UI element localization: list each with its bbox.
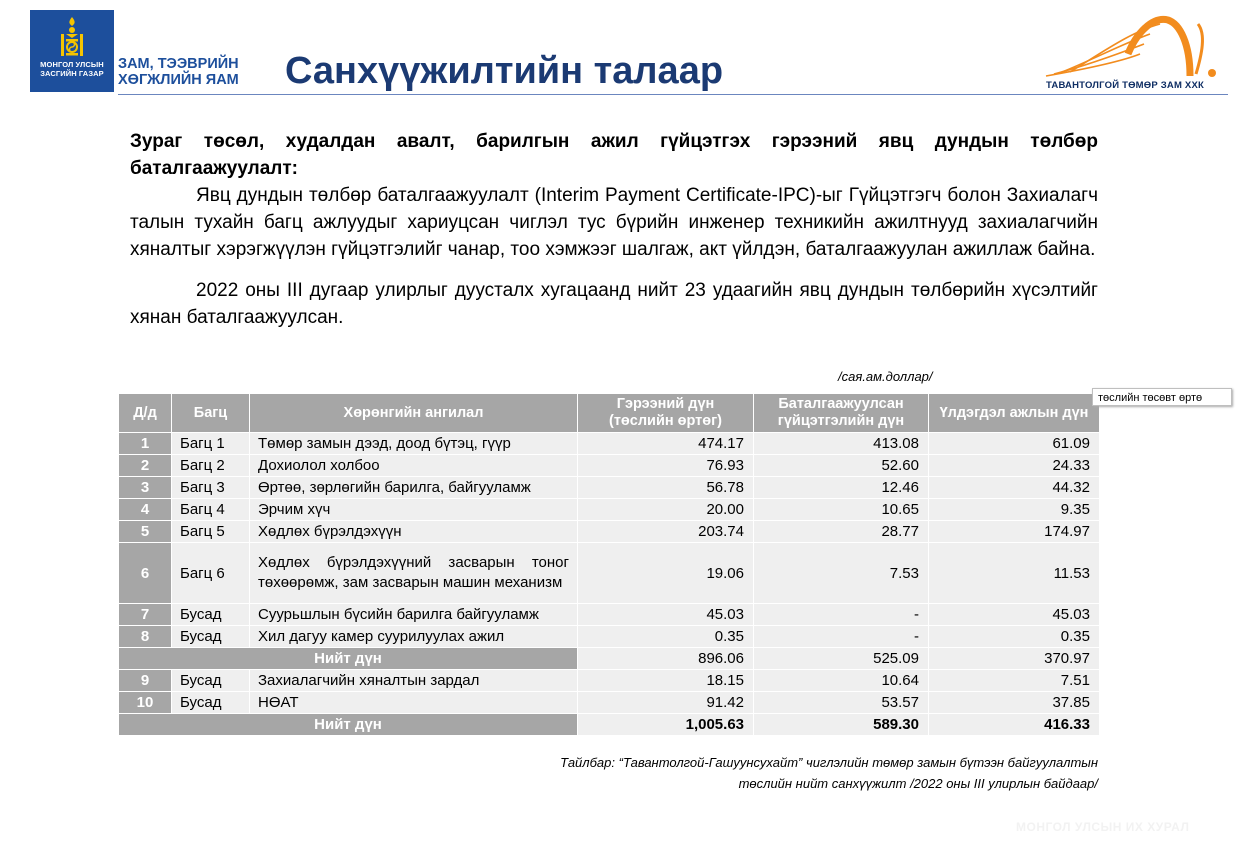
cell-contract: 474.17 (578, 433, 754, 455)
cell-category: Суурьшлын бүсийн барилга байгууламж (250, 604, 578, 626)
cell-package: Бусад (172, 670, 250, 692)
cell-certified: 10.64 (754, 670, 929, 692)
cell-no: 9 (119, 670, 172, 692)
footer-watermark: МОНГОЛ УЛСЫН ИХ ХУРАЛ (1016, 820, 1190, 834)
total-contract: 1,005.63 (578, 714, 754, 736)
table-row (119, 455, 1100, 477)
subtotal-remaining: 370.97 (929, 648, 1100, 670)
arch-railway-logo (1040, 14, 1226, 80)
cell-remaining: 24.33 (929, 455, 1100, 477)
cell-certified: 10.65 (754, 499, 929, 521)
cell-category: Эрчим хүч (250, 499, 578, 521)
cell-no: 8 (119, 626, 172, 648)
cell-certified: - (754, 626, 929, 648)
cell-package: Бусад (172, 626, 250, 648)
cell-contract: 19.06 (578, 543, 754, 604)
cell-contract: 20.00 (578, 499, 754, 521)
table-row (119, 521, 1100, 543)
cell-category: Хөдлөх бүрэлдэхүүн (250, 521, 578, 543)
cell-remaining: 174.97 (929, 521, 1100, 543)
cell-no: 7 (119, 604, 172, 626)
cell-certified: 52.60 (754, 455, 929, 477)
cell-no: 2 (119, 455, 172, 477)
cell-certified: 413.08 (754, 433, 929, 455)
company-logo (1040, 14, 1226, 94)
cell-package: Багц 4 (172, 499, 250, 521)
grand-total-row (119, 714, 1100, 736)
subtotal-certified: 525.09 (754, 648, 929, 670)
table-row (119, 692, 1100, 714)
page-title: Санхүүжилтийн талаар (285, 50, 724, 92)
paragraph-summary: 2022 оны III дугаар улирлыг дуусталх хугацаанд нийт 23 удаагийн явц дундын төлбөрийн хүсэлтийг хянан баталгаажуулсан. (130, 280, 1098, 328)
ministry-line1: ЗАМ, ТЭЭВРИЙН (118, 56, 239, 72)
header-category: Хөрөнгийн ангилал (250, 394, 578, 433)
table-row (119, 626, 1100, 648)
cell-comment-tooltip: төслийн төсөвт өртө (1092, 388, 1232, 406)
government-logo (30, 10, 114, 92)
cell-no: 5 (119, 521, 172, 543)
cell-package: Бусад (172, 604, 250, 626)
cell-remaining: 61.09 (929, 433, 1100, 455)
cell-contract: 56.78 (578, 477, 754, 499)
cell-category: Төмөр замын дээд, доод бүтэц, гүүр (250, 433, 578, 455)
cell-contract: 18.15 (578, 670, 754, 692)
cell-remaining: 7.51 (929, 670, 1100, 692)
cell-remaining: 44.32 (929, 477, 1100, 499)
header-certified: Баталгаажуулсан гүйцэтгэлийн дүн (754, 394, 929, 433)
paragraph-ipc: Явц дундын төлбөр баталгаажуулалт (Interim Payment Certificate-IPC)-ыг Гүйцэтгэгч болон Захиалагч талын тухайн багц ажлуудыг хариуцсан чиглэл тус бүрийн инженер техникийн ажилтнууд захиалагчийн хяналтыг хэрэгжүүлэн гүйцэтгэлийг чанар, тоо хэмжээг шалгаж, акт үйлдэн, баталгаажуулан ажиллаж байна. (130, 185, 1098, 260)
cell-no: 1 (119, 433, 172, 455)
cell-package: Багц 5 (172, 521, 250, 543)
cell-category: Хил дагуу камер суурилуулах ажил (250, 626, 578, 648)
company-name: ТАВАНТОЛГОЙ ТӨМӨР ЗАМ ХХК (1046, 80, 1204, 91)
cell-certified: 7.53 (754, 543, 929, 604)
table-row (119, 499, 1100, 521)
cell-package: Бусад (172, 692, 250, 714)
table-row (119, 477, 1100, 499)
header-remaining: Үлдэгдэл ажлын дүн (929, 394, 1100, 433)
subtotal-contract: 896.06 (578, 648, 754, 670)
cell-contract: 76.93 (578, 455, 754, 477)
cell-contract: 0.35 (578, 626, 754, 648)
cell-category: Өртөө, зөрлөгийн барилга, байгууламж (250, 477, 578, 499)
cell-contract: 91.42 (578, 692, 754, 714)
ministry-line2: ХӨГЖЛИЙН ЯАМ (118, 72, 239, 88)
cell-category: Захиалагчийн хяналтын зардал (250, 670, 578, 692)
cell-package: Багц 6 (172, 543, 250, 604)
footnote: Тайлбар: “Тавантолгой-Гашуунсухайт” чиглэлийн төмөр замын бүтээн байгуулалтын төслийн нийт санхүүжилт /2022 оны III улирлын байдаар/ (560, 755, 1098, 791)
cell-no: 10 (119, 692, 172, 714)
table-row (119, 433, 1100, 455)
cell-remaining: 0.35 (929, 626, 1100, 648)
cell-remaining: 45.03 (929, 604, 1100, 626)
cell-category: Хөдлөх бүрэлдэхүүний засварын тоног төхөөрөмж, зам засварын машин механизм (250, 543, 578, 604)
cell-category: Дохиолол холбоо (250, 455, 578, 477)
table-row (119, 670, 1100, 692)
table-row (119, 604, 1100, 626)
header-no: Д/д (119, 394, 172, 433)
cell-package: Багц 2 (172, 455, 250, 477)
cell-certified: - (754, 604, 929, 626)
ministry-name (118, 56, 239, 88)
total-remaining: 416.33 (929, 714, 1100, 736)
table-header-row (119, 394, 1100, 433)
gov-logo-line2: ЗАСГИЙН ГАЗАР (40, 69, 104, 78)
cell-contract: 45.03 (578, 604, 754, 626)
gov-logo-line1: МОНГОЛ УЛСЫН (40, 60, 104, 69)
section-heading: Зураг төсөл, худалдан авалт, барилгын ажил гүйцэтгэх гэрээний явц дундын төлбөр баталгаажуулалт: (130, 131, 1098, 179)
payment-table (118, 393, 1100, 736)
cell-package: Багц 3 (172, 477, 250, 499)
subtotal-label: Нийт дүн (119, 648, 578, 670)
soyombo-icon (57, 16, 87, 60)
cell-remaining: 11.53 (929, 543, 1100, 604)
cell-category: НӨАТ (250, 692, 578, 714)
header-divider (118, 94, 1228, 95)
cell-no: 6 (119, 543, 172, 604)
total-label: Нийт дүн (119, 714, 578, 736)
cell-certified: 28.77 (754, 521, 929, 543)
total-certified: 589.30 (754, 714, 929, 736)
subtotal-row (119, 648, 1100, 670)
content-section (130, 128, 1098, 331)
cell-no: 3 (119, 477, 172, 499)
cell-remaining: 37.85 (929, 692, 1100, 714)
unit-label: /сая.ам.доллар/ (838, 369, 933, 384)
cell-no: 4 (119, 499, 172, 521)
cell-certified: 53.57 (754, 692, 929, 714)
header-contract: Гэрээний дүн (төслийн өртөг) (578, 394, 754, 433)
cell-certified: 12.46 (754, 477, 929, 499)
header-package: Багц (172, 394, 250, 433)
cell-remaining: 9.35 (929, 499, 1100, 521)
cell-package: Багц 1 (172, 433, 250, 455)
cell-contract: 203.74 (578, 521, 754, 543)
table-row (119, 543, 1100, 604)
